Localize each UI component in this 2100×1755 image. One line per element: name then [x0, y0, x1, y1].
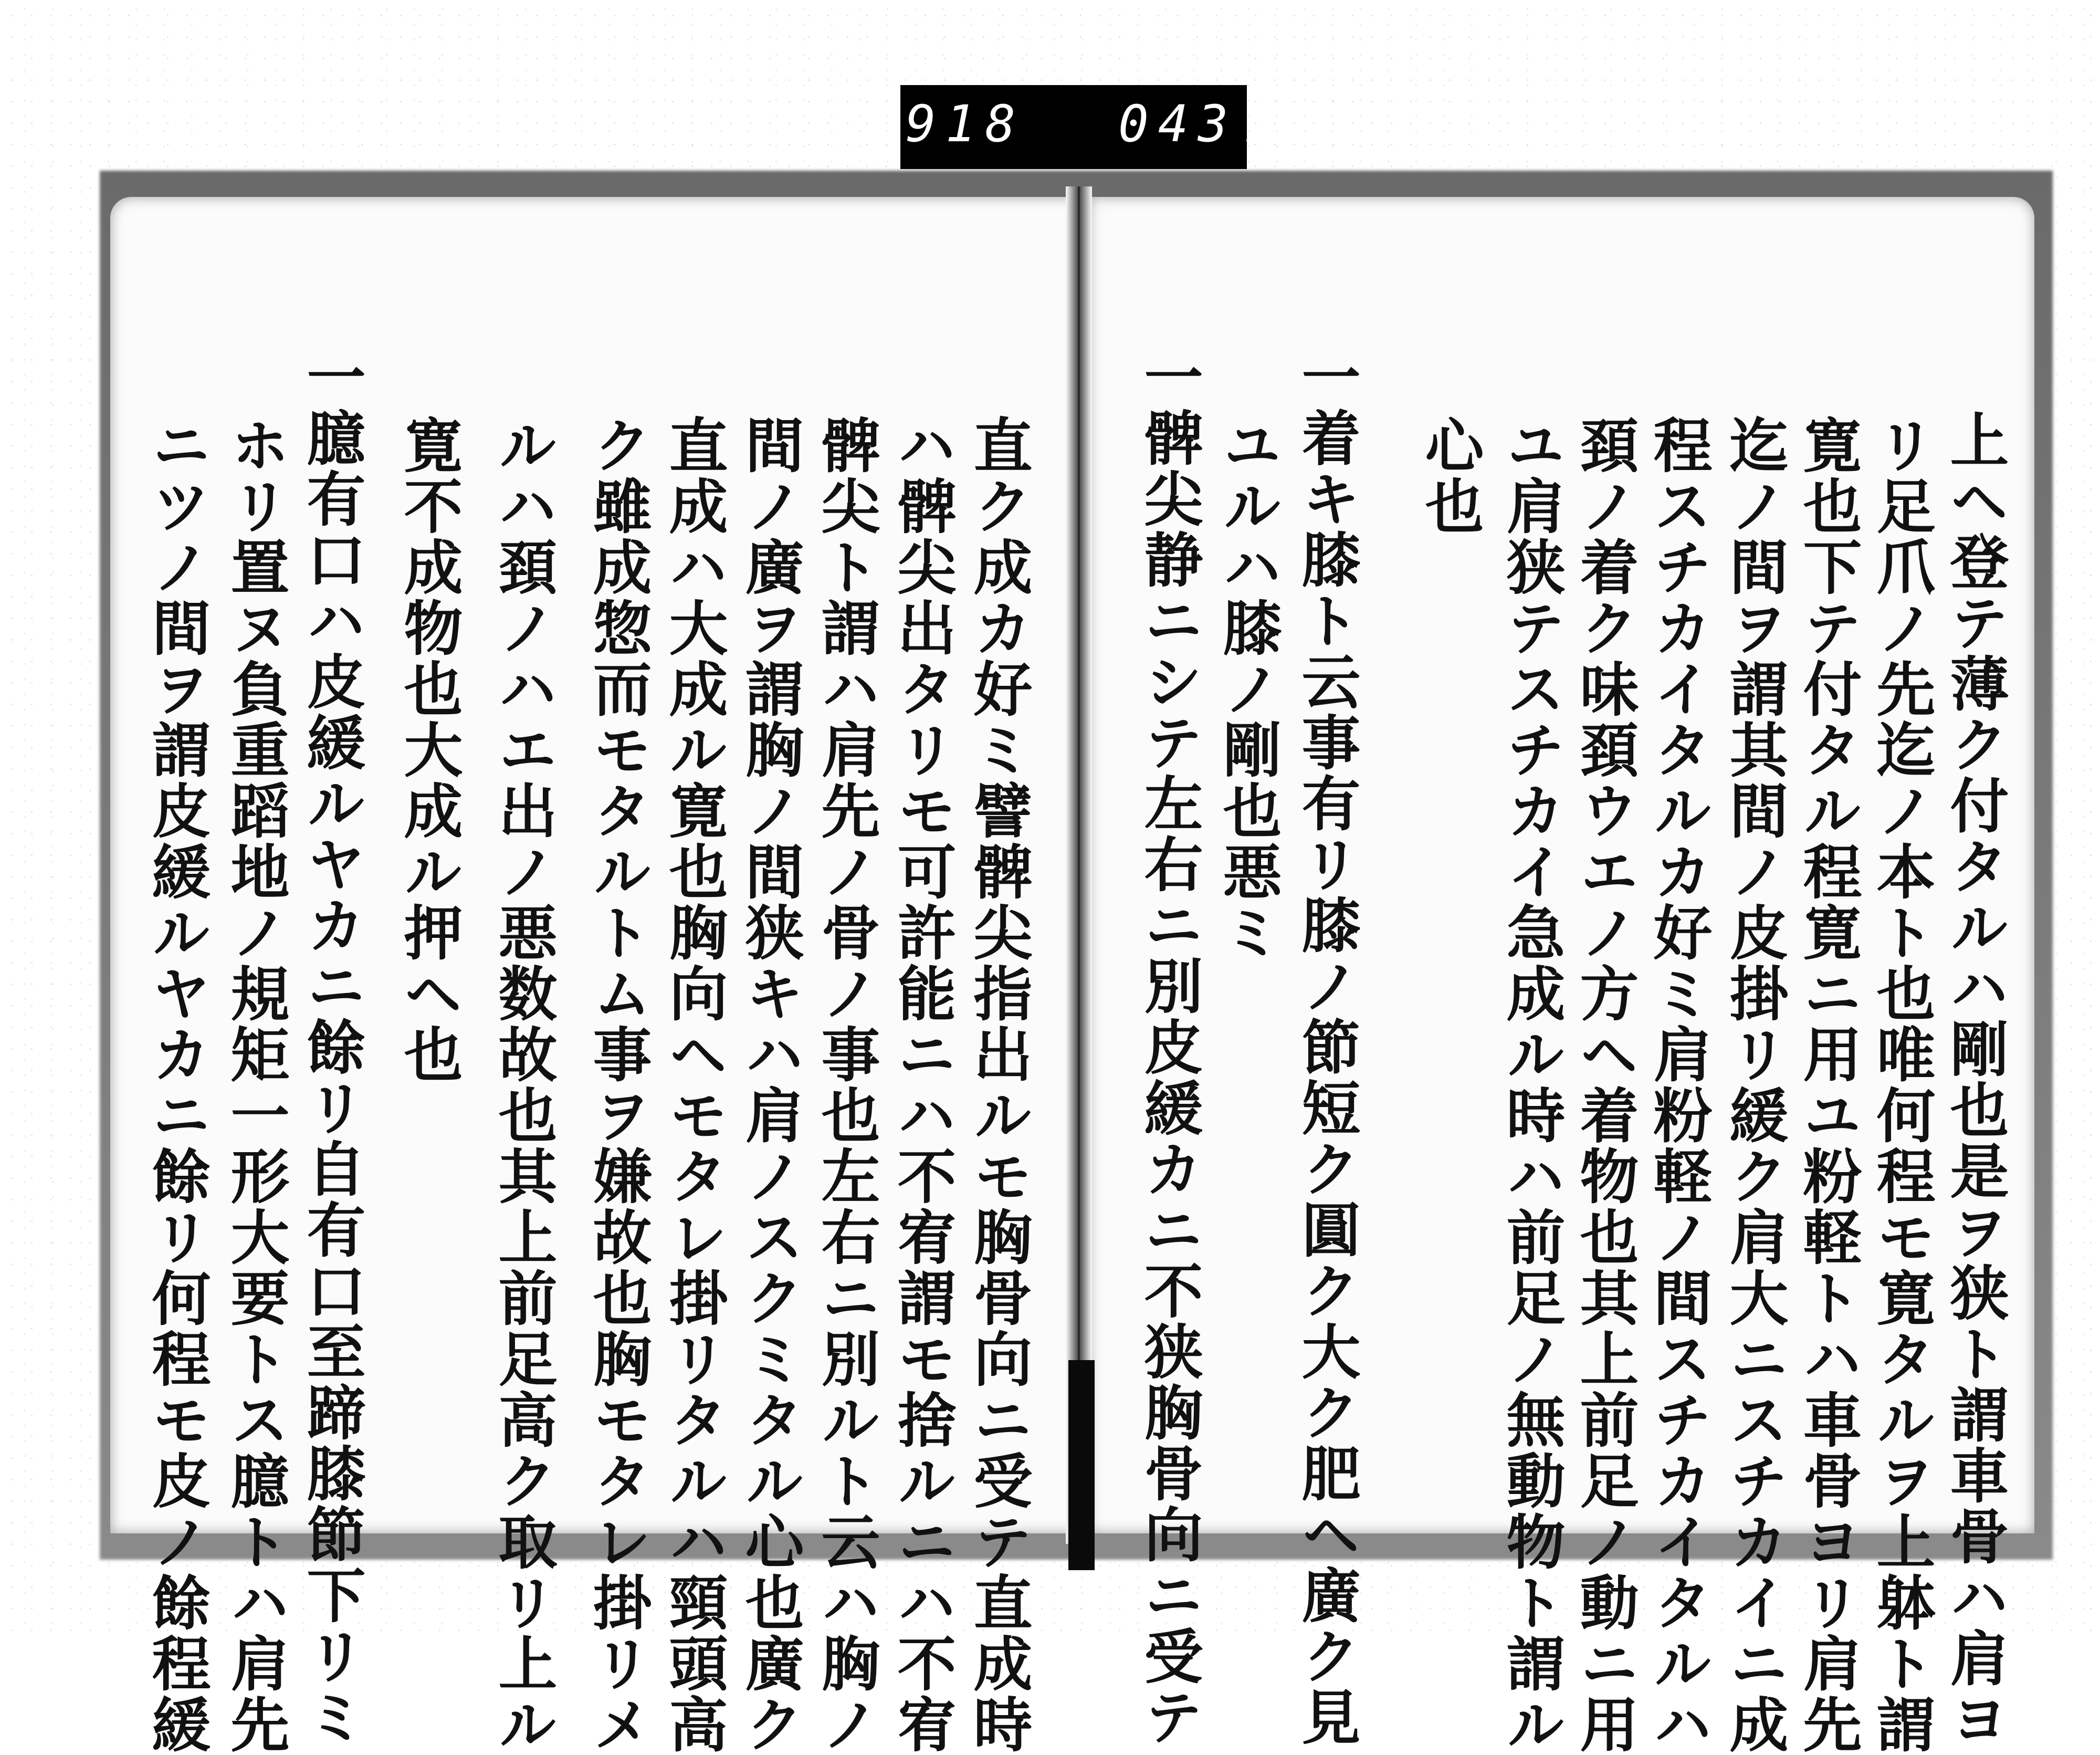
- left-col-5: 直成ハ大成ル寛也胸向ヘモタレ掛リタルハ頸頭高: [659, 415, 728, 1755]
- right-col-4: 迄ノ間ヲ謂其間ノ皮掛リ緩ク肩大ニスチカイニ成: [1720, 415, 1789, 1755]
- right-col-8: 心也: [1415, 415, 1484, 537]
- right-col-5: 程スチカイタルカ好ミ肩粉軽ノ間スチカイタルハ: [1644, 415, 1713, 1755]
- archive-label-right: 043.: [1118, 95, 1278, 153]
- right-col-10: ユルハ膝ノ剛也悪ミ: [1213, 415, 1282, 963]
- archive-label: [900, 85, 1278, 169]
- right-col-9: 一着キ膝ト云事有リ膝ノ節短ク圓ク大ク肥ヘ廣ク見: [1292, 347, 1361, 1748]
- right-col-7: ユ肩狭テスチカイ急成ル時ハ前足ノ無動物ト謂ル: [1497, 415, 1566, 1755]
- left-col-2: ハ髀尖出タリモ可許能ニハ不宥謂モ捨ルニハ不宥: [888, 415, 957, 1755]
- right-col-6: 頚ノ着ク味頚ウエノ方ヘ着物也其上前足ノ動ニ用: [1570, 415, 1639, 1755]
- right-col-3: 寛也下テ付タル程寛ニ用ユ粉軽トハ車骨ヨリ肩先: [1793, 415, 1862, 1755]
- right-col-2: リ足爪ノ先迄ノ本ト也唯何程モ寛タルヲ上躰ト謂: [1867, 415, 1936, 1755]
- left-col-3: 髀尖ト謂ハ肩先ノ骨ノ事也左右ニ別ルト云ハ胸ノ: [812, 415, 880, 1755]
- left-col-6: ク雖成惣而モタルトム事ヲ嫌故也胸モタレ掛リメ: [583, 415, 652, 1755]
- left-col-7: ルハ頚ノハエ出ノ悪数故也其上前足高ク取リ上ル: [489, 415, 558, 1755]
- book-spine: [1066, 186, 1092, 1544]
- right-col-11: 一髀尖静ニシテ左右ニ別皮緩カニ不狭胸骨向ニ受テ: [1135, 347, 1203, 1748]
- left-col-10: ホリ置ヌ負重蹈地ノ規矩一形大要トス臆トハ肩先: [221, 415, 290, 1755]
- left-col-8: 寛不成物也大成ル押ヘ也: [394, 415, 463, 1085]
- binding-clip: [1068, 1360, 1095, 1570]
- left-col-4: 間ノ廣ヲ謂胸ノ間狭キハ肩ノスクミタル心也廣ク: [736, 415, 804, 1755]
- right-col-1: 上ヘ登テ薄ク付タルハ剛也是ヲ狭ト謂車骨ハ肩ヨ: [1940, 410, 2009, 1750]
- left-col-11: ニツノ間ヲ謂皮緩ルヤカニ餘リ何程モ皮ノ餘程緩: [142, 415, 211, 1755]
- left-col-1: 直ク成カ好ミ譬髀尖指出ルモ胸骨向ニ受テ直成時: [964, 415, 1033, 1755]
- left-col-9: 一臆有口ハ皮緩ルヤカニ餘リ自有口至蹄膝節下リミ: [297, 347, 366, 1748]
- archive-label-left: 918: [906, 95, 1025, 153]
